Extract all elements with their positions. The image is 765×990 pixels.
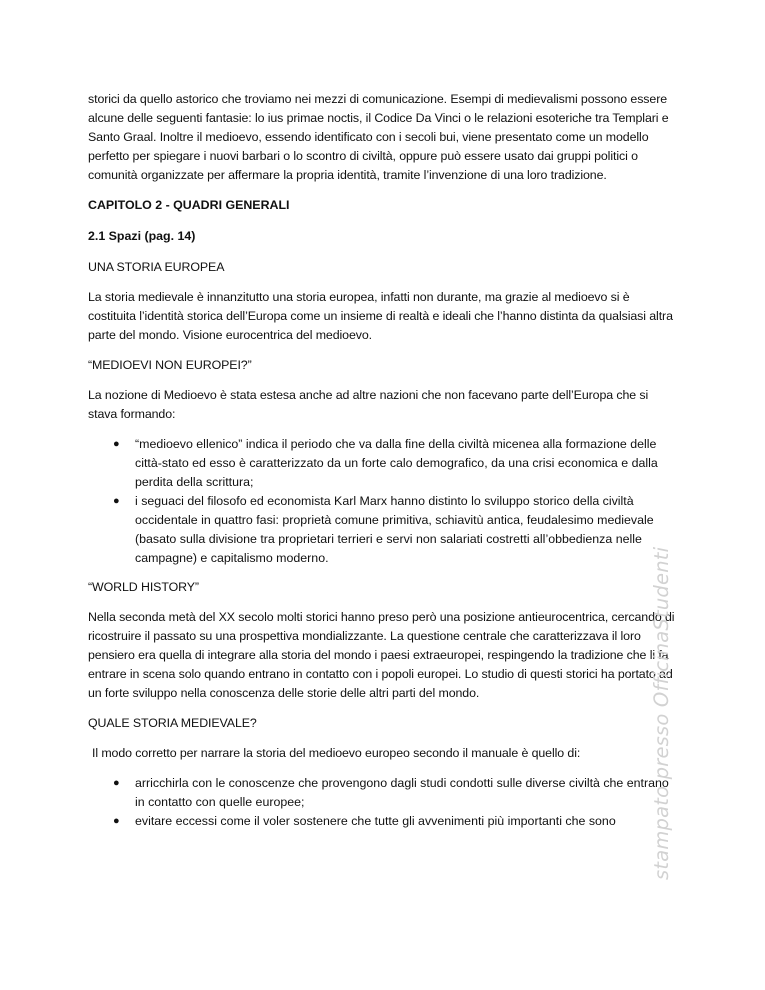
list-item: ● evitare eccessi come il voler sostenere che tutte gli avvenimenti più importanti che sono xyxy=(88,812,678,831)
subheading-quale-storia: QUALE STORIA MEDIEVALE? xyxy=(88,716,257,730)
watermark-text: stampato presso OfficinaStudenti xyxy=(650,546,673,880)
bullet-list-quale-storia xyxy=(88,774,678,831)
bullet-icon: ● xyxy=(113,495,120,507)
bullet-icon: ● xyxy=(113,777,120,789)
paragraph-quale-storia: Il modo corretto per narrare la storia del medioevo europeo secondo il manuale è quello di: xyxy=(92,746,581,760)
subheading-storia-europea: UNA STORIA EUROPEA xyxy=(88,260,225,274)
paragraph-storia-europea: La storia medievale è innanzitutto una storia europea, infatti non durante, ma grazie al medioevo si è costituita l’identità storica dell’Europa come un insieme di realtà e ideali che l’hanno distinta da qualsiasi altra parte del mondo. Visione eurocentrica del medioevo. xyxy=(88,290,673,342)
subheading-world-history: “WORLD HISTORY” xyxy=(88,580,199,594)
list-item: ● arricchirla con le conoscenze che provengono dagli studi condotti sulle diverse civiltà che entrano in contatto con quelle europee; xyxy=(113,776,669,809)
bullet-list-medioevi xyxy=(88,435,678,568)
bullet-icon: ● xyxy=(113,438,120,450)
list-item: ● i seguaci del filosofo ed economista Karl Marx hanno distinto lo sviluppo storico della civiltà occidentale in quattro fasi: proprietà comune primitiva, schiavitù antica, feudalesimo medievale (basato sulla divisione tra proprietari terrieri e servi non salariati costretti all’obbedienza nelle campagne) e capitalismo moderno. xyxy=(113,494,654,565)
intro-paragraph: storici da quello astorico che troviamo nei mezzi di comunicazione. Esempi di medievalismi possono essere alcune delle seguenti fantasie: lo ius primae noctis, il Codice Da Vinci o le relazioni esoteriche tra Templari e Santo Graal. Inoltre il medioevo, essendo identificato con i secoli bui, viene presentato come un modello perfetto per spiegare i nuovi barbari o lo scontro di civiltà, oppure può essere usato dai gruppi politici o comunità organizzate per affermare la propria identità, tramite l’invenzione di una loro tradizione. xyxy=(88,92,669,182)
bullet-icon: ● xyxy=(113,815,120,827)
subheading-medioevi-non-europei: “MEDIOEVI NON EUROPEI?” xyxy=(88,358,252,372)
chapter-heading: CAPITOLO 2 - QUADRI GENERALI xyxy=(88,198,290,212)
paragraph-world-history: Nella seconda metà del XX secolo molti storici hanno preso però una posizione antieurocentrica, cercando di ricostruire il passato su una prospettiva mondializzante. La questione centrale che caratterizzava il loro pensiero era quella di integrare alla storia del mondo i paesi extraeuropei, respingendo la tradizione che li fa entrare in scena solo quando entrano in contatto con i popoli europei. Lo studio di questi storici ha portato ad un forte sviluppo nella conoscenza delle storie delle altri parti del mondo. xyxy=(88,610,675,700)
section-heading: 2.1 Spazi (pag. 14) xyxy=(88,229,196,243)
paragraph-medioevi-non-europei: La nozione di Medioevo è stata estesa anche ad altre nazioni che non facevano parte dell’Europa che si stava formando: xyxy=(88,388,649,421)
document-page xyxy=(88,90,678,841)
list-item: ● “medioevo ellenico” indica il periodo che va dalla fine della civiltà micenea alla formazione delle città-stato ed esso è caratterizzato da un forte calo demografico, da una crisi economica e dalla perdita della scrittura; xyxy=(113,437,658,489)
